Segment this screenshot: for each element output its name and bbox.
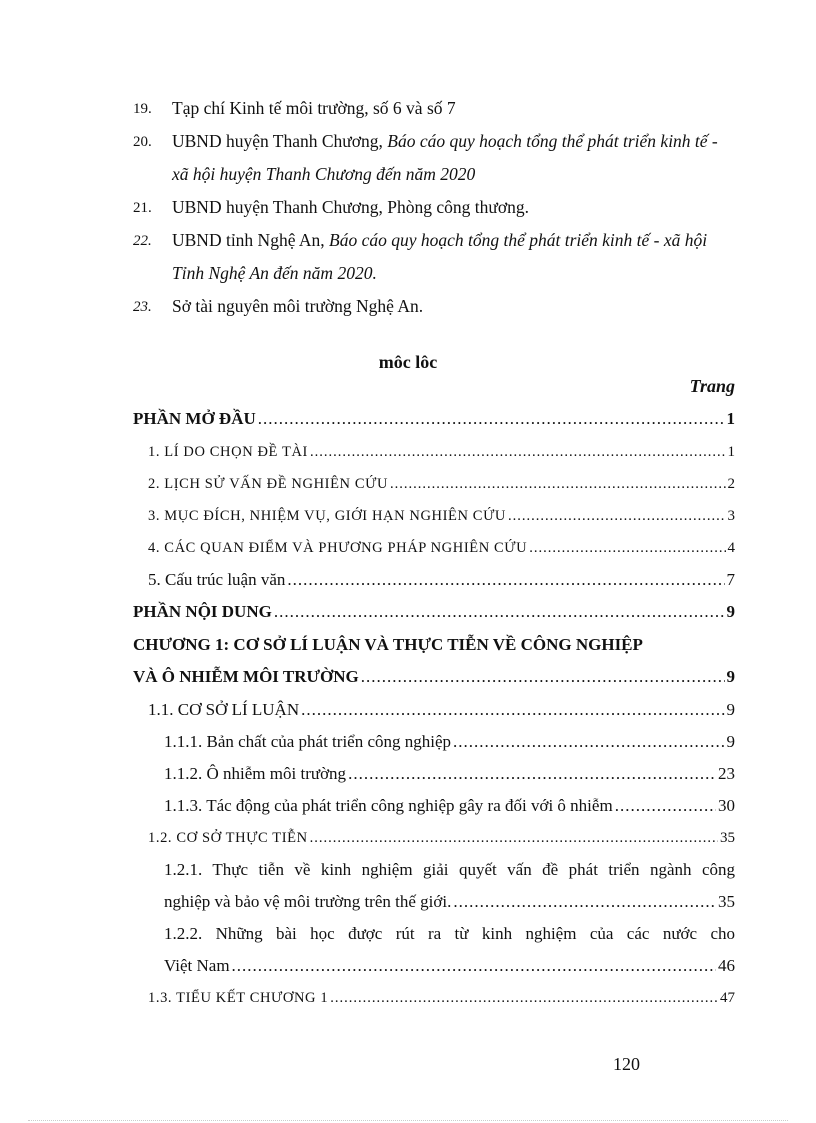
toc-entry-label: 3. MỤC ĐÍCH, NHIỆM VỤ, GIỚI HẠN NGHIÊN CỨU — [148, 508, 506, 524]
reference-number: 22. — [133, 233, 152, 249]
toc-leader — [529, 532, 725, 564]
toc-leader — [615, 790, 716, 822]
toc-leader — [258, 403, 725, 435]
toc-entry-page: 35 — [718, 892, 735, 911]
toc-entry-label: 1.1.2. Ô nhiễm môi trường — [164, 764, 347, 783]
reference-text: UBND tỉnh Nghệ An, — [172, 230, 330, 250]
toc-entry — [133, 436, 735, 468]
reference-number: 21. — [133, 200, 152, 216]
toc-entry — [133, 694, 735, 726]
toc-title: môc lôc — [378, 352, 438, 372]
toc-entry — [133, 661, 735, 694]
toc-entry — [133, 596, 735, 629]
toc-entry — [133, 950, 735, 982]
toc-entry-page: 4 — [727, 540, 735, 556]
toc-leader — [348, 758, 716, 790]
toc-entry-line: CHƯƠNG 1: CƠ SỞ LÍ LUẬN VÀ THỰC TIỄN VỀ CÔNG NGHIỆP — [133, 635, 643, 654]
toc-leader — [390, 468, 725, 500]
toc-entry-page: 9 — [726, 602, 735, 621]
toc-entry — [133, 532, 735, 564]
toc-entry — [133, 886, 735, 918]
toc-entry-page: 9 — [726, 667, 735, 686]
toc-leader — [453, 886, 716, 918]
toc-entry-page: 1 — [726, 409, 735, 428]
table-of-contents — [133, 403, 735, 1014]
toc-entry — [133, 500, 735, 532]
toc-leader — [310, 822, 718, 854]
toc-entry-label: 1.1.3. Tác động của phát triển công nghiệp gây ra đối với ô nhiễm — [164, 796, 613, 815]
toc-entry-page: 7 — [726, 570, 735, 589]
page-divider — [28, 1120, 788, 1121]
reference-number: 20. — [133, 134, 152, 150]
toc-entry — [133, 822, 735, 854]
reference-number: 19. — [133, 101, 152, 117]
toc-leader — [310, 436, 726, 468]
reference-title: Báo cáo quy hoạch tổng thể phát triển kinh tế - xã hội huyện Thanh Chương đến năm 2020 — [172, 131, 718, 184]
toc-entry — [133, 468, 735, 500]
reference-title: Báo cáo quy hoạch tổng thể phát triển kinh tế - xã hội Tỉnh Nghệ An đến năm 2020. — [172, 230, 708, 283]
reference-text: UBND huyện Thanh Chương, Phòng công thương. — [172, 197, 530, 217]
toc-entry — [133, 758, 735, 790]
toc-entry-label: VÀ Ô NHIỄM MÔI TRƯỜNG — [133, 667, 359, 686]
page-number: 120 — [613, 1054, 640, 1074]
toc-entry-page: 9 — [726, 732, 735, 751]
toc-entry-line: 1.2.1. Thực tiễn về kinh nghiệm giải quyết vấn đề phát triển ngành công — [164, 860, 735, 879]
toc-entry-label: Việt Nam — [164, 956, 230, 975]
toc-entry-page: 2 — [727, 476, 735, 492]
toc-entry — [133, 403, 735, 436]
toc-entry — [133, 790, 735, 822]
reference-item — [133, 125, 735, 191]
toc-entry-label: PHẦN MỞ ĐẦU — [133, 409, 256, 428]
toc-entry-line: 1.2.2. Những bài học được rút ra từ kinh nghiệm của các nước cho — [164, 924, 735, 943]
toc-entry-label: 1.1.1. Bản chất của phát triển công nghiệp — [164, 732, 452, 751]
toc-leader — [232, 950, 716, 982]
reference-number: 23. — [133, 299, 152, 315]
toc-entry-label: 1. LÍ DO CHỌN ĐỀ TÀI — [148, 444, 308, 460]
toc-entry-page: 23 — [718, 764, 735, 783]
toc-entry-page: 35 — [720, 830, 735, 846]
reference-text: Tạp chí Kinh tế môi trường, số 6 và số 7 — [172, 98, 456, 118]
toc-leader — [274, 596, 725, 628]
toc-entry-label: 1.2. CƠ SỞ THỰC TIỄN — [148, 830, 308, 846]
toc-leader — [301, 694, 724, 726]
reference-list — [133, 92, 735, 323]
toc-entry-page: 1 — [727, 444, 735, 460]
toc-entry-page: 46 — [718, 956, 735, 975]
toc-leader — [453, 726, 724, 758]
toc-entry — [133, 564, 735, 596]
toc-entry-page: 47 — [720, 990, 735, 1006]
reference-item — [133, 290, 735, 323]
toc-entry-label: 4. CÁC QUAN ĐIỂM VÀ PHƯƠNG PHÁP NGHIÊN CỨU — [148, 540, 528, 556]
toc-leader — [508, 500, 726, 532]
toc-entry-label: 1.1. CƠ SỞ LÍ LUẬN — [148, 700, 300, 719]
reference-text: Sở tài nguyên môi trường Nghệ An. — [172, 296, 424, 316]
toc-entry — [133, 726, 735, 758]
toc-leader — [287, 564, 724, 596]
toc-entry-label: 5. Cấu trúc luận văn — [148, 570, 286, 589]
toc-leader — [330, 982, 718, 1014]
toc-page-header: Trang — [689, 376, 735, 396]
reference-item — [133, 224, 735, 290]
toc-entry-page: 30 — [718, 796, 735, 815]
reference-text: UBND huyện Thanh Chương, — [172, 131, 388, 151]
toc-entry-label: PHẦN NỘI DUNG — [133, 602, 272, 621]
reference-item — [133, 92, 735, 125]
toc-entry-label: nghiệp và bảo vệ môi trường trên thế giới. — [164, 892, 452, 911]
toc-entry-page: 9 — [726, 700, 735, 719]
toc-leader — [361, 661, 725, 693]
toc-entry-label: 1.3. TIỂU KẾT CHƯƠNG 1 — [148, 990, 329, 1006]
toc-entry — [133, 982, 735, 1014]
toc-entry-label: 2. LỊCH SỬ VẤN ĐỀ NGHIÊN CỨU — [148, 476, 389, 492]
toc-entry-page: 3 — [727, 508, 735, 524]
reference-item — [133, 191, 735, 224]
